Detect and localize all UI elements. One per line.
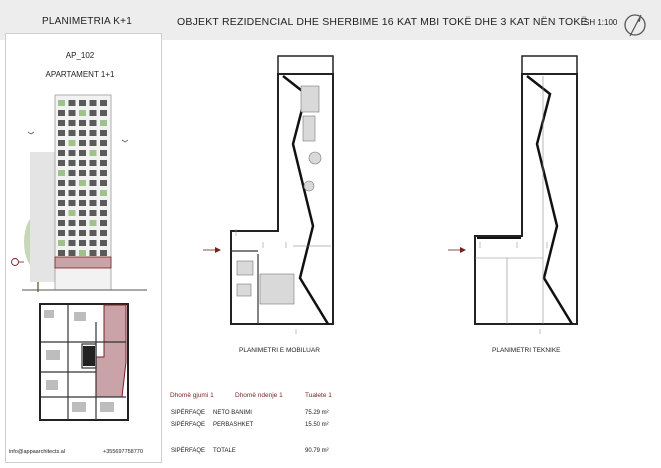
elevation-window (58, 100, 65, 106)
area-row-3-value: 90.79 m² (305, 448, 329, 454)
elevation-window (79, 210, 86, 216)
area-row-3-label2: TOTALE (213, 448, 236, 454)
elevation-window (58, 170, 65, 176)
elevation-window (100, 250, 107, 256)
elevation-window (79, 180, 86, 186)
elevation-window (69, 190, 76, 196)
elevation-window (90, 150, 97, 156)
elevation-window (79, 240, 86, 246)
footer-phone: +355697758770 (103, 449, 143, 455)
elevation-window (79, 230, 86, 236)
elevation-window (58, 190, 65, 196)
elevation-window (69, 150, 76, 156)
elevation-window (100, 230, 107, 236)
elevation-window (100, 130, 107, 136)
elevation-window (58, 130, 65, 136)
unit-type: APARTAMENT 1+1 (45, 70, 115, 79)
floor-title: PLANIMETRIA K+1 (42, 16, 132, 27)
elevation-window (90, 240, 97, 246)
elevation-window (69, 140, 76, 146)
elevation-window (58, 140, 65, 146)
elevation-window (58, 120, 65, 126)
elevation-window (58, 160, 65, 166)
elevation-window (79, 190, 86, 196)
elevation-window (100, 200, 107, 206)
elevation-window (90, 210, 97, 216)
bedroom-count: Dhomë gjumi 1 (170, 392, 214, 399)
elevation-window (100, 240, 107, 246)
elevation-window (100, 110, 107, 116)
elevation-window (90, 220, 97, 226)
elevation-window (79, 110, 86, 116)
area-row-1-label2: NETO BANIMI (213, 410, 252, 416)
elevation-window (100, 180, 107, 186)
area-row-2-label1: SIPËRFAQE (171, 422, 206, 428)
elevation-window (100, 100, 107, 106)
area-row-2-label2: PERBASHKET (213, 422, 254, 428)
elevation-window (100, 170, 107, 176)
unit-code: AP_102 (65, 51, 95, 60)
key-plan (38, 302, 130, 422)
project-title: OBJEKT REZIDENCIAL DHE SHERBIME 16 KAT MBI TOKË DHE 3 KAT NËN TOKË (177, 16, 588, 28)
elevation-window (69, 160, 76, 166)
furnished-plan-caption: PLANIMETRI E MOBILUAR (239, 347, 320, 354)
elevation-window (90, 160, 97, 166)
elevation-window (90, 140, 97, 146)
entry-arrow-icon (203, 246, 221, 254)
elevation-window (69, 240, 76, 246)
elevation-window (79, 150, 86, 156)
elevation-window (90, 120, 97, 126)
elevation-window (79, 170, 86, 176)
elevation-window (79, 160, 86, 166)
toilet-count: Tualete 1 (305, 392, 332, 399)
elevation-window (79, 250, 86, 256)
elevation-window (90, 170, 97, 176)
elevation-window (100, 140, 107, 146)
elevation-window (69, 120, 76, 126)
elevation-window (79, 120, 86, 126)
elevation-window (69, 170, 76, 176)
north-arrow-icon (622, 12, 648, 38)
elevation-window (79, 130, 86, 136)
elevation-window (90, 250, 97, 256)
elevation-window (100, 160, 107, 166)
elevation-window (100, 120, 107, 126)
elevation-window (79, 100, 86, 106)
elevation-window (90, 100, 97, 106)
living-room-count: Dhomë ndenje 1 (235, 392, 283, 399)
elevation-window (58, 110, 65, 116)
elevation-window (79, 140, 86, 146)
elevation-window (58, 220, 65, 226)
elevation-window (69, 130, 76, 136)
elevation-window (90, 200, 97, 206)
elevation-window (69, 230, 76, 236)
building-elevation (22, 92, 147, 297)
scale-label: SH 1:100 (584, 18, 618, 27)
elevation-window (90, 180, 97, 186)
area-row-1-label1: SIPËRFAQE (171, 410, 206, 416)
elevation-window (69, 220, 76, 226)
elevation-window (100, 190, 107, 196)
furnished-plan (203, 46, 353, 336)
elevation-window (58, 250, 65, 256)
elevation-window (69, 250, 76, 256)
footer-email: info@appaarchitects.al (9, 449, 66, 455)
elevation-window (58, 150, 65, 156)
elevation-window (100, 210, 107, 216)
elevation-window (90, 230, 97, 236)
elevation-window (69, 100, 76, 106)
area-row-1-value: 75.29 m² (305, 410, 329, 416)
elevation-window (58, 200, 65, 206)
level-marker-icon (10, 257, 24, 267)
elevation-window (58, 210, 65, 216)
technical-plan-caption: PLANIMETRI TEKNIKE (492, 347, 561, 354)
elevation-window (69, 110, 76, 116)
entry-arrow-icon-2 (448, 246, 466, 254)
elevation-window (69, 180, 76, 186)
elevation-window (100, 220, 107, 226)
elevation-window (90, 110, 97, 116)
technical-plan (447, 46, 597, 336)
elevation-window (79, 220, 86, 226)
elevation-window (58, 180, 65, 186)
elevation-window (58, 240, 65, 246)
elevation-window (69, 210, 76, 216)
area-row-3-label1: SIPËRFAQE (171, 448, 206, 454)
elevation-window (69, 200, 76, 206)
elevation-window (100, 150, 107, 156)
area-row-2-value: 15.50 m² (305, 422, 329, 428)
elevation-window (90, 190, 97, 196)
elevation-window (90, 130, 97, 136)
elevation-window (58, 230, 65, 236)
elevation-window (79, 200, 86, 206)
